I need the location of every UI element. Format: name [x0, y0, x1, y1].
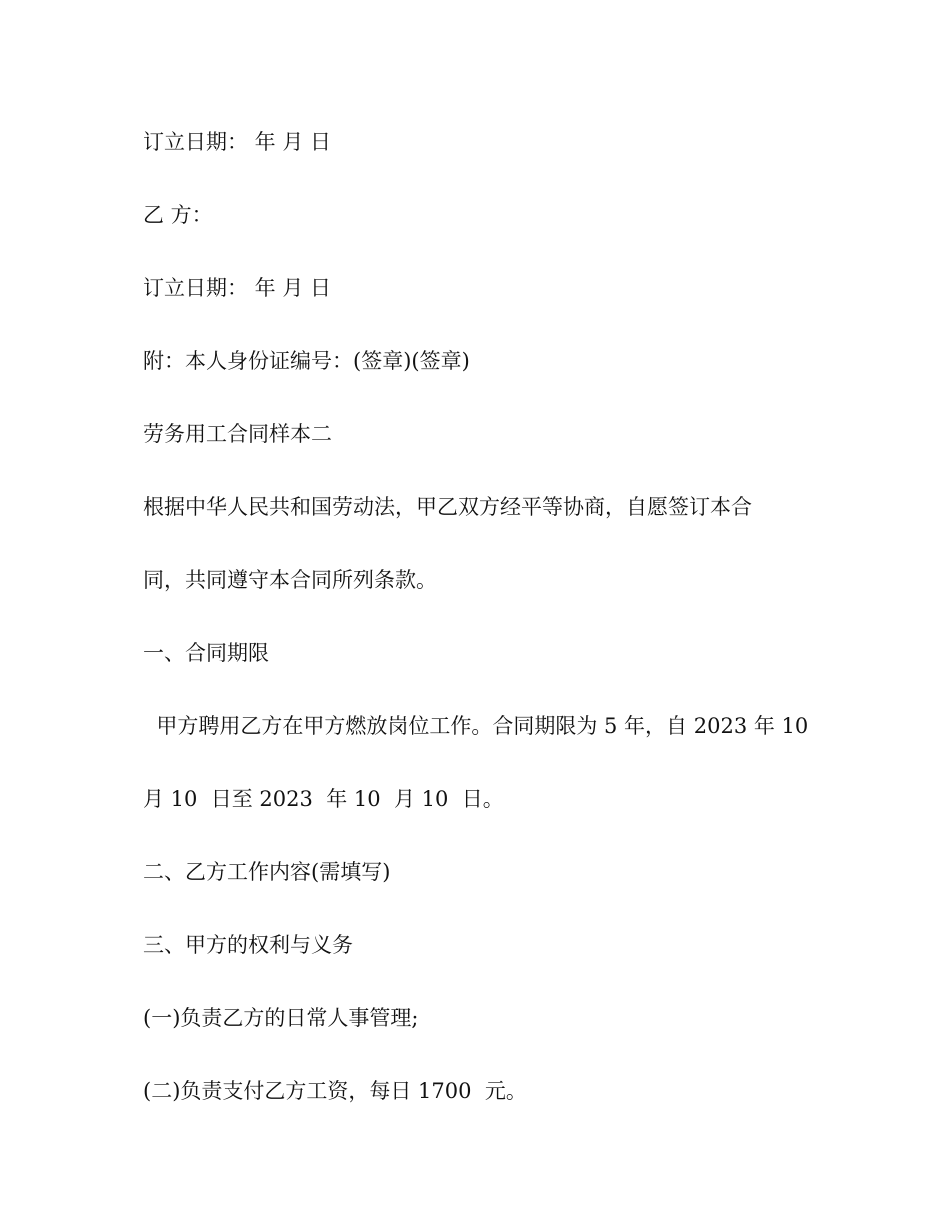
preamble-line-2: 同，共同遵守本合同所列条款。: [143, 568, 437, 592]
party-b-line: 乙 方：: [143, 203, 213, 227]
section-2-heading: 二、乙方工作内容(需填写): [143, 860, 391, 884]
contract-sample-title: 劳务用工合同样本二: [143, 422, 332, 446]
section-1-body-line-2: 月 10 日至 2023 年 10 月 10 日。: [143, 787, 504, 811]
section-3-item-1: (一)负责乙方的日常人事管理;: [143, 1006, 419, 1030]
section-3-heading: 三、甲方的权利与义务: [143, 933, 353, 957]
signing-date-line-1: 订立日期： 年 月 日: [143, 130, 332, 154]
section-3-item-2: (二)负责支付乙方工资，每日 1700 元。: [143, 1079, 527, 1103]
preamble-line-1: 根据中华人民共和国劳动法，甲乙双方经平等协商，自愿签订本合: [143, 495, 752, 519]
section-1-heading: 一、合同期限: [143, 641, 269, 665]
section-1-body-line-1: 甲方聘用乙方在甲方燃放岗位工作。合同期限为 5 年，自 2023 年 10: [143, 714, 809, 738]
signing-date-line-2: 订立日期： 年 月 日: [143, 276, 332, 300]
attachment-id-line: 附：本人身份证编号：(签章)(签章): [143, 349, 470, 373]
